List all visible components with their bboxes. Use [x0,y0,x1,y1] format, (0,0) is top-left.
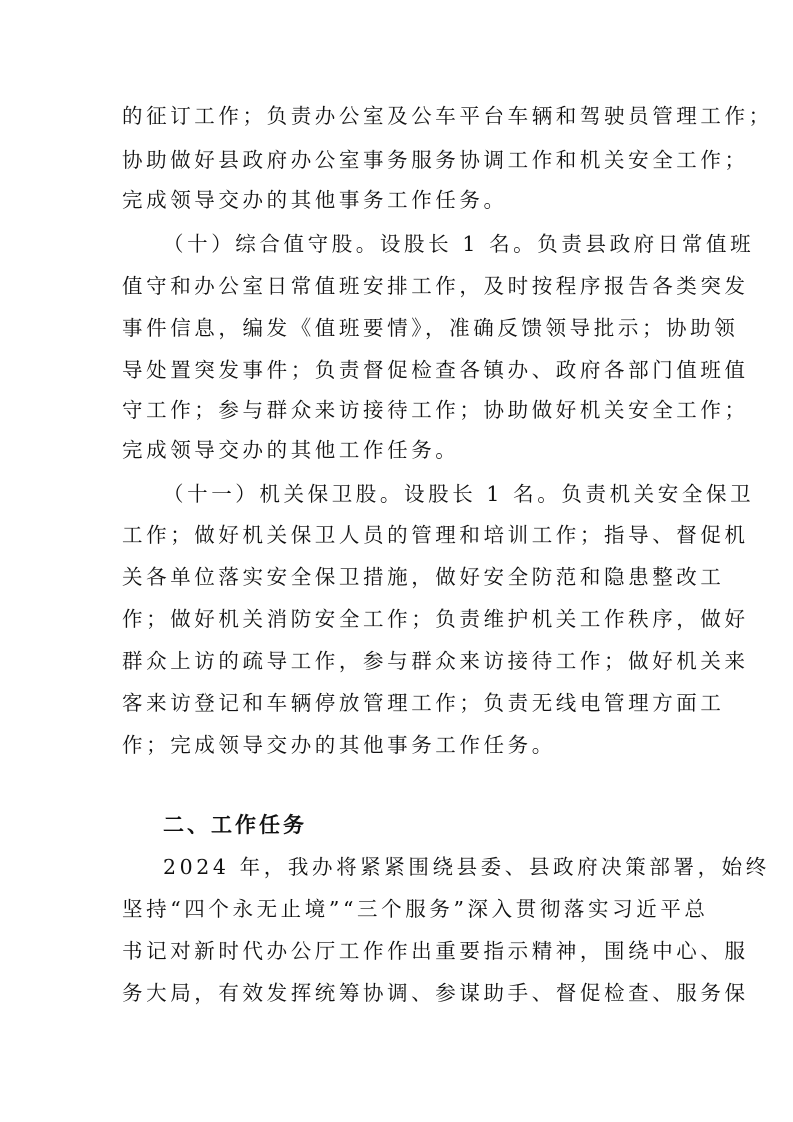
text-line: 群众上访的疏导工作，参与群众来访接待工作；做好机关来 [122,649,749,673]
text-line: 关各单位落实安全保卫措施，做好安全防范和隐患整改工 [122,565,725,589]
text-line: 协助做好县政府办公室事务服务协调工作和机关安全工作； [122,148,749,172]
text-line: 工作；做好机关保卫人员的管理和培训工作；指导、督促机 [122,523,749,547]
text-line: （十）综合值守股。设股长 1 名。负责县政府日常值班 [163,232,755,256]
text-line: 2024 年，我办将紧紧围绕县委、县政府决策部署，始终 [163,855,770,879]
text-line: （十一）机关保卫股。设股长 1 名。负责机关安全保卫 [163,482,755,506]
text-line: 值守和办公室日常值班安排工作，及时按程序报告各类突发 [122,274,749,298]
text-line: 完成领导交办的其他事务工作任务。 [122,188,508,212]
text-line: 作；做好机关消防安全工作；负责维护机关工作秩序，做好 [122,607,749,631]
text-line: 务大局，有效发挥统筹协调、参谋助手、督促检查、服务保 [122,981,749,1005]
text-line: 守工作；参与群众来访接待工作；协助做好机关安全工作； [122,398,749,422]
text-line: 书记对新时代办公厅工作作出重要指示精神，围绕中心、服 [122,939,749,963]
text-line: 作；完成领导交办的其他事务工作任务。 [122,733,556,757]
text-line: 事件信息，编发《值班要情》，准确反馈领导批示；协助领 [122,316,739,340]
text-line: 完成领导交办的其他工作任务。 [122,438,460,462]
section-heading: 二、工作任务 [163,813,307,837]
text-line: 导处置突发事件；负责督促检查各镇办、政府各部门值班值 [122,358,749,382]
text-line: 坚持“四个永无止境”“三个服务”深入贯彻落实习近平总 [122,897,709,921]
text-line: 的征订工作；负责办公室及公车平台车辆和驾驶员管理工作； [122,104,773,128]
text-line: 客来访登记和车辆停放管理工作；负责无线电管理方面工 [122,691,725,715]
